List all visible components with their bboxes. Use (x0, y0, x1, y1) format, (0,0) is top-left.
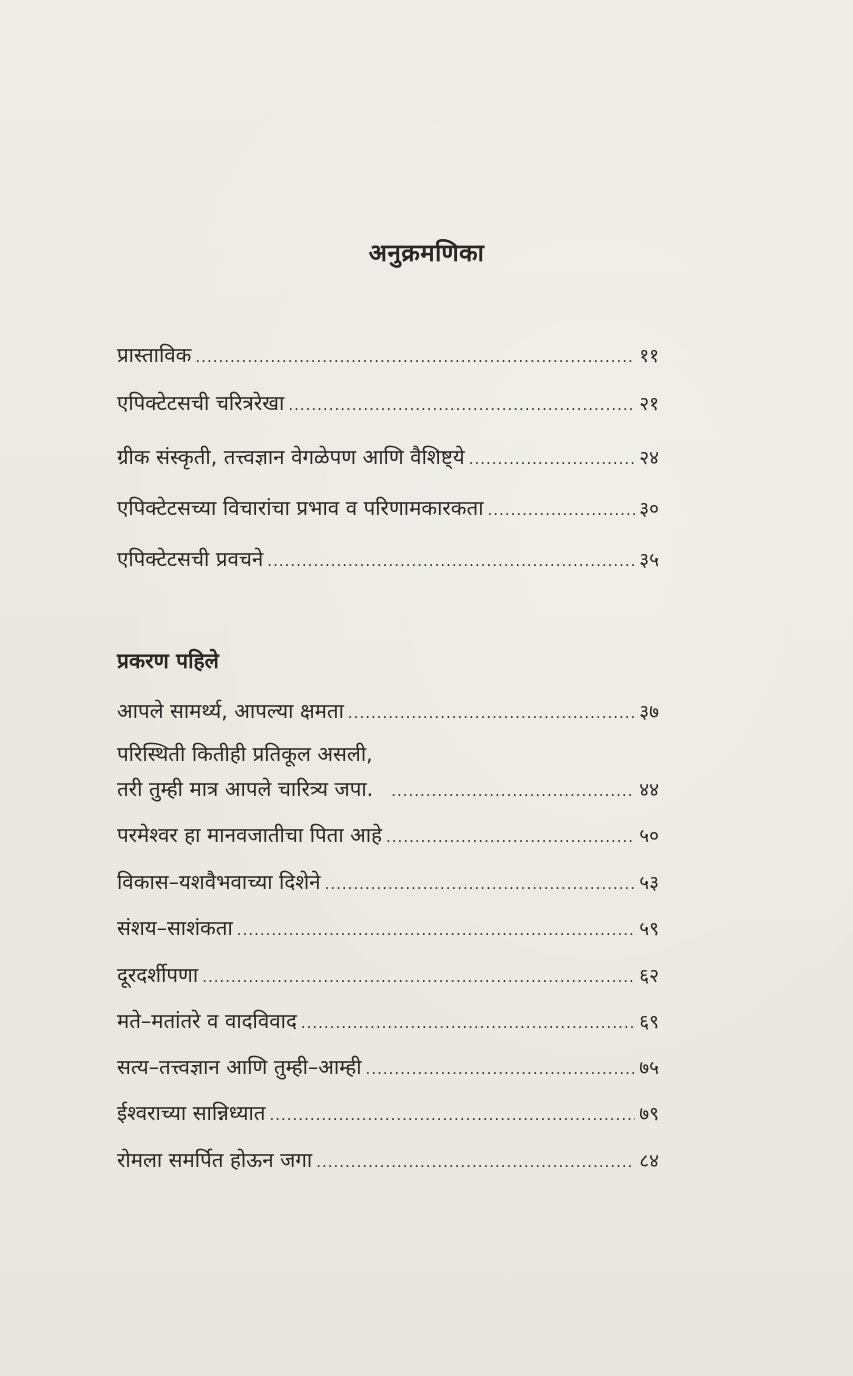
dot-leader (386, 823, 635, 851)
dot-leader (237, 916, 635, 944)
dot-leader (269, 1101, 635, 1129)
toc-entry-page: ३५ (639, 549, 659, 571)
toc-heading: अनुक्रमणिका (368, 239, 485, 267)
dot-leader (391, 777, 635, 805)
toc-entry-title: एपिक्टेटसची प्रवचने (117, 547, 264, 571)
toc-entry (117, 697, 659, 727)
toc-entry (117, 494, 659, 524)
toc-entry (117, 443, 659, 473)
chapter-heading: प्रकरण पहिले (117, 649, 219, 673)
dot-leader (325, 870, 636, 898)
toc-entry-page: ५० (639, 825, 659, 847)
toc-entry-title: एपिक्टेटसची चरित्ररेखा (117, 391, 285, 415)
toc-entry-title: दूरदर्शीपणा (117, 963, 199, 987)
toc-entry-page: २१ (639, 393, 659, 415)
toc-entry-title: ग्रीक संस्कृती, तत्त्वज्ञान वेगळेपण आणि वैशिष्ट्ये (117, 445, 465, 469)
toc-entry-page: ३० (639, 498, 659, 520)
toc-entry-page: ६२ (639, 965, 659, 987)
toc-entry-title: सत्य–तत्त्वज्ञान आणि तुम्ही–आम्ही (117, 1055, 362, 1079)
toc-entry-page: ६९ (639, 1011, 659, 1033)
toc-entry-title: आपले सामर्थ्य, आपल्या क्षमता (117, 699, 344, 723)
toc-entry-title: संशय–साशंकता (117, 916, 233, 940)
toc-entry-title: मते–मतांतरे व वादविवाद (117, 1009, 297, 1033)
toc-entry (117, 1099, 659, 1129)
dot-leader (202, 963, 635, 991)
toc-entry-title: ईश्वराच्या सान्निध्यात (117, 1101, 266, 1125)
dot-leader (348, 699, 635, 727)
dot-leader (267, 547, 635, 575)
dot-leader (316, 1148, 635, 1176)
toc-entry-page: ५९ (639, 918, 659, 940)
toc-entry (117, 341, 659, 371)
toc-entry-page: ८४ (639, 1150, 659, 1172)
toc-entry (117, 821, 659, 851)
toc-entry-page: ११ (639, 345, 659, 367)
toc-entry (117, 1146, 659, 1176)
toc-entry (117, 740, 659, 805)
dot-leader (488, 496, 636, 524)
toc-entry-title: एपिक्टेटसच्या विचारांचा प्रभाव व परिणामकारकता (117, 496, 484, 520)
toc-entry (117, 961, 659, 991)
toc-entry (117, 389, 659, 419)
toc-entry-page: २४ (639, 447, 659, 469)
dot-leader (195, 343, 635, 371)
toc-entry-title: विकास–यशवैभवाच्या दिशेने (117, 870, 321, 894)
toc-entry-title: परमेश्वर हा मानवजातीचा पिता आहे (117, 823, 383, 847)
toc-entry-title: तरी तुम्ही मात्र आपले चारित्र्य जपा. (117, 777, 374, 801)
toc-entry (117, 1053, 659, 1083)
toc-entry (117, 1007, 659, 1037)
toc-entry-page: ४४ (639, 779, 659, 801)
toc-entry-page: ३७ (639, 701, 659, 723)
toc-entry-page: ७९ (639, 1103, 659, 1125)
toc-entry-page: ५३ (639, 872, 659, 894)
toc-entry-title: रोमला समर्पित होऊन जगा (117, 1148, 313, 1172)
toc-entry (117, 914, 659, 944)
toc-entry-page: ७५ (639, 1057, 659, 1079)
dot-leader (301, 1009, 635, 1037)
dot-leader (288, 391, 635, 419)
toc-entry-title: प्रास्ताविक (117, 343, 192, 367)
toc-entry (117, 868, 659, 898)
toc-entry-title-line1: परिस्थिती कितीही प्रतिकूल असली, (117, 742, 373, 766)
dot-leader (366, 1055, 636, 1083)
dot-leader (469, 445, 636, 473)
toc-entry (117, 545, 659, 575)
